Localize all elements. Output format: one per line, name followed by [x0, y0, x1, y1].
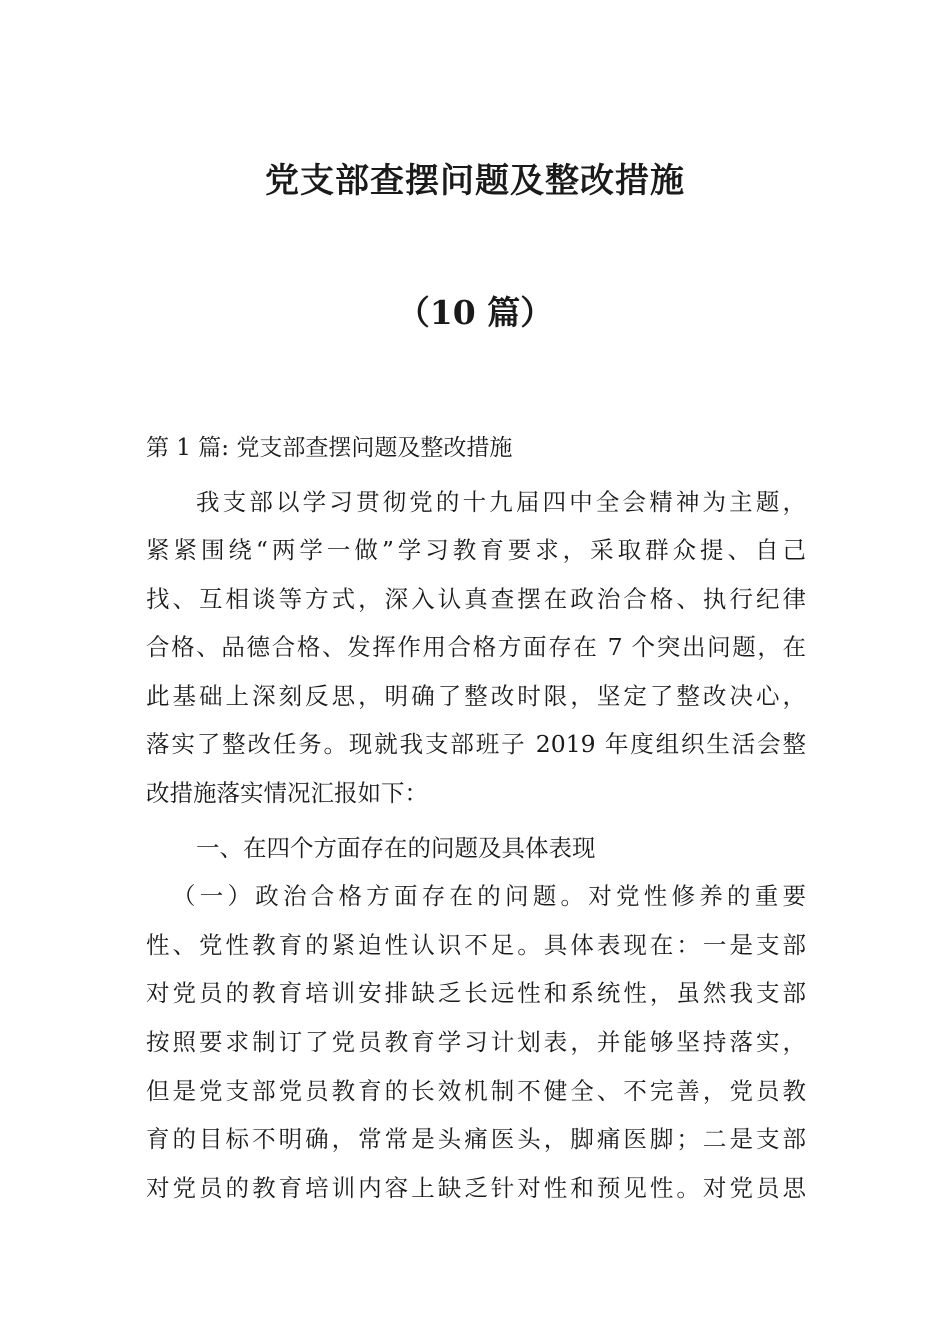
- paragraph-line: 按照要求制订了党员教育学习计划表，并能够坚持落实，: [146, 1028, 806, 1056]
- paragraph-line: 我支部以学习贯彻党的十九届四中全会精神为主题，: [196, 488, 806, 516]
- paragraph-line: 找、互相谈等方式，深入认真查摆在政治合格、执行纪律: [146, 585, 806, 613]
- heading-line: 一、在四个方面存在的问题及具体表现: [196, 834, 596, 862]
- section-heading: 第 1 篇: 党支部查摆问题及整改措施: [146, 435, 513, 461]
- paragraph-line: （一）政治合格方面存在的问题。对党性修养的重要: [172, 882, 806, 910]
- paragraph-line: 此基础上深刻反思，明确了整改时限，坚定了整改决心，: [146, 682, 806, 710]
- document-subtitle: （10 篇）: [396, 293, 554, 332]
- paragraph-line: 紧紧围绕“两学一做”学习教育要求，采取群众提、自己: [146, 536, 806, 564]
- paragraph-line: 对党员的教育培训内容上缺乏针对性和预见性。对党员思: [146, 1174, 806, 1202]
- paragraph-line: 但是党支部党员教育的长效机制不健全、不完善，党员教: [146, 1077, 806, 1105]
- document-title: 党支部查摆问题及整改措施: [265, 161, 685, 201]
- paragraph-line: 育的目标不明确，常常是头痛医头，脚痛医脚；二是支部: [146, 1125, 806, 1153]
- paragraph-line: 对党员的教育培训安排缺乏长远性和系统性，虽然我支部: [146, 979, 806, 1007]
- paragraph-line: 性、党性教育的紧迫性认识不足。具体表现在：一是支部: [146, 931, 806, 959]
- paragraph-line: 合格、品德合格、发挥作用合格方面存在 7 个突出问题，在: [146, 633, 806, 661]
- paragraph-line: 改措施落实情况汇报如下：: [146, 779, 428, 807]
- paragraph-line: 落实了整改任务。现就我支部班子 2019 年度组织生活会整: [146, 730, 806, 758]
